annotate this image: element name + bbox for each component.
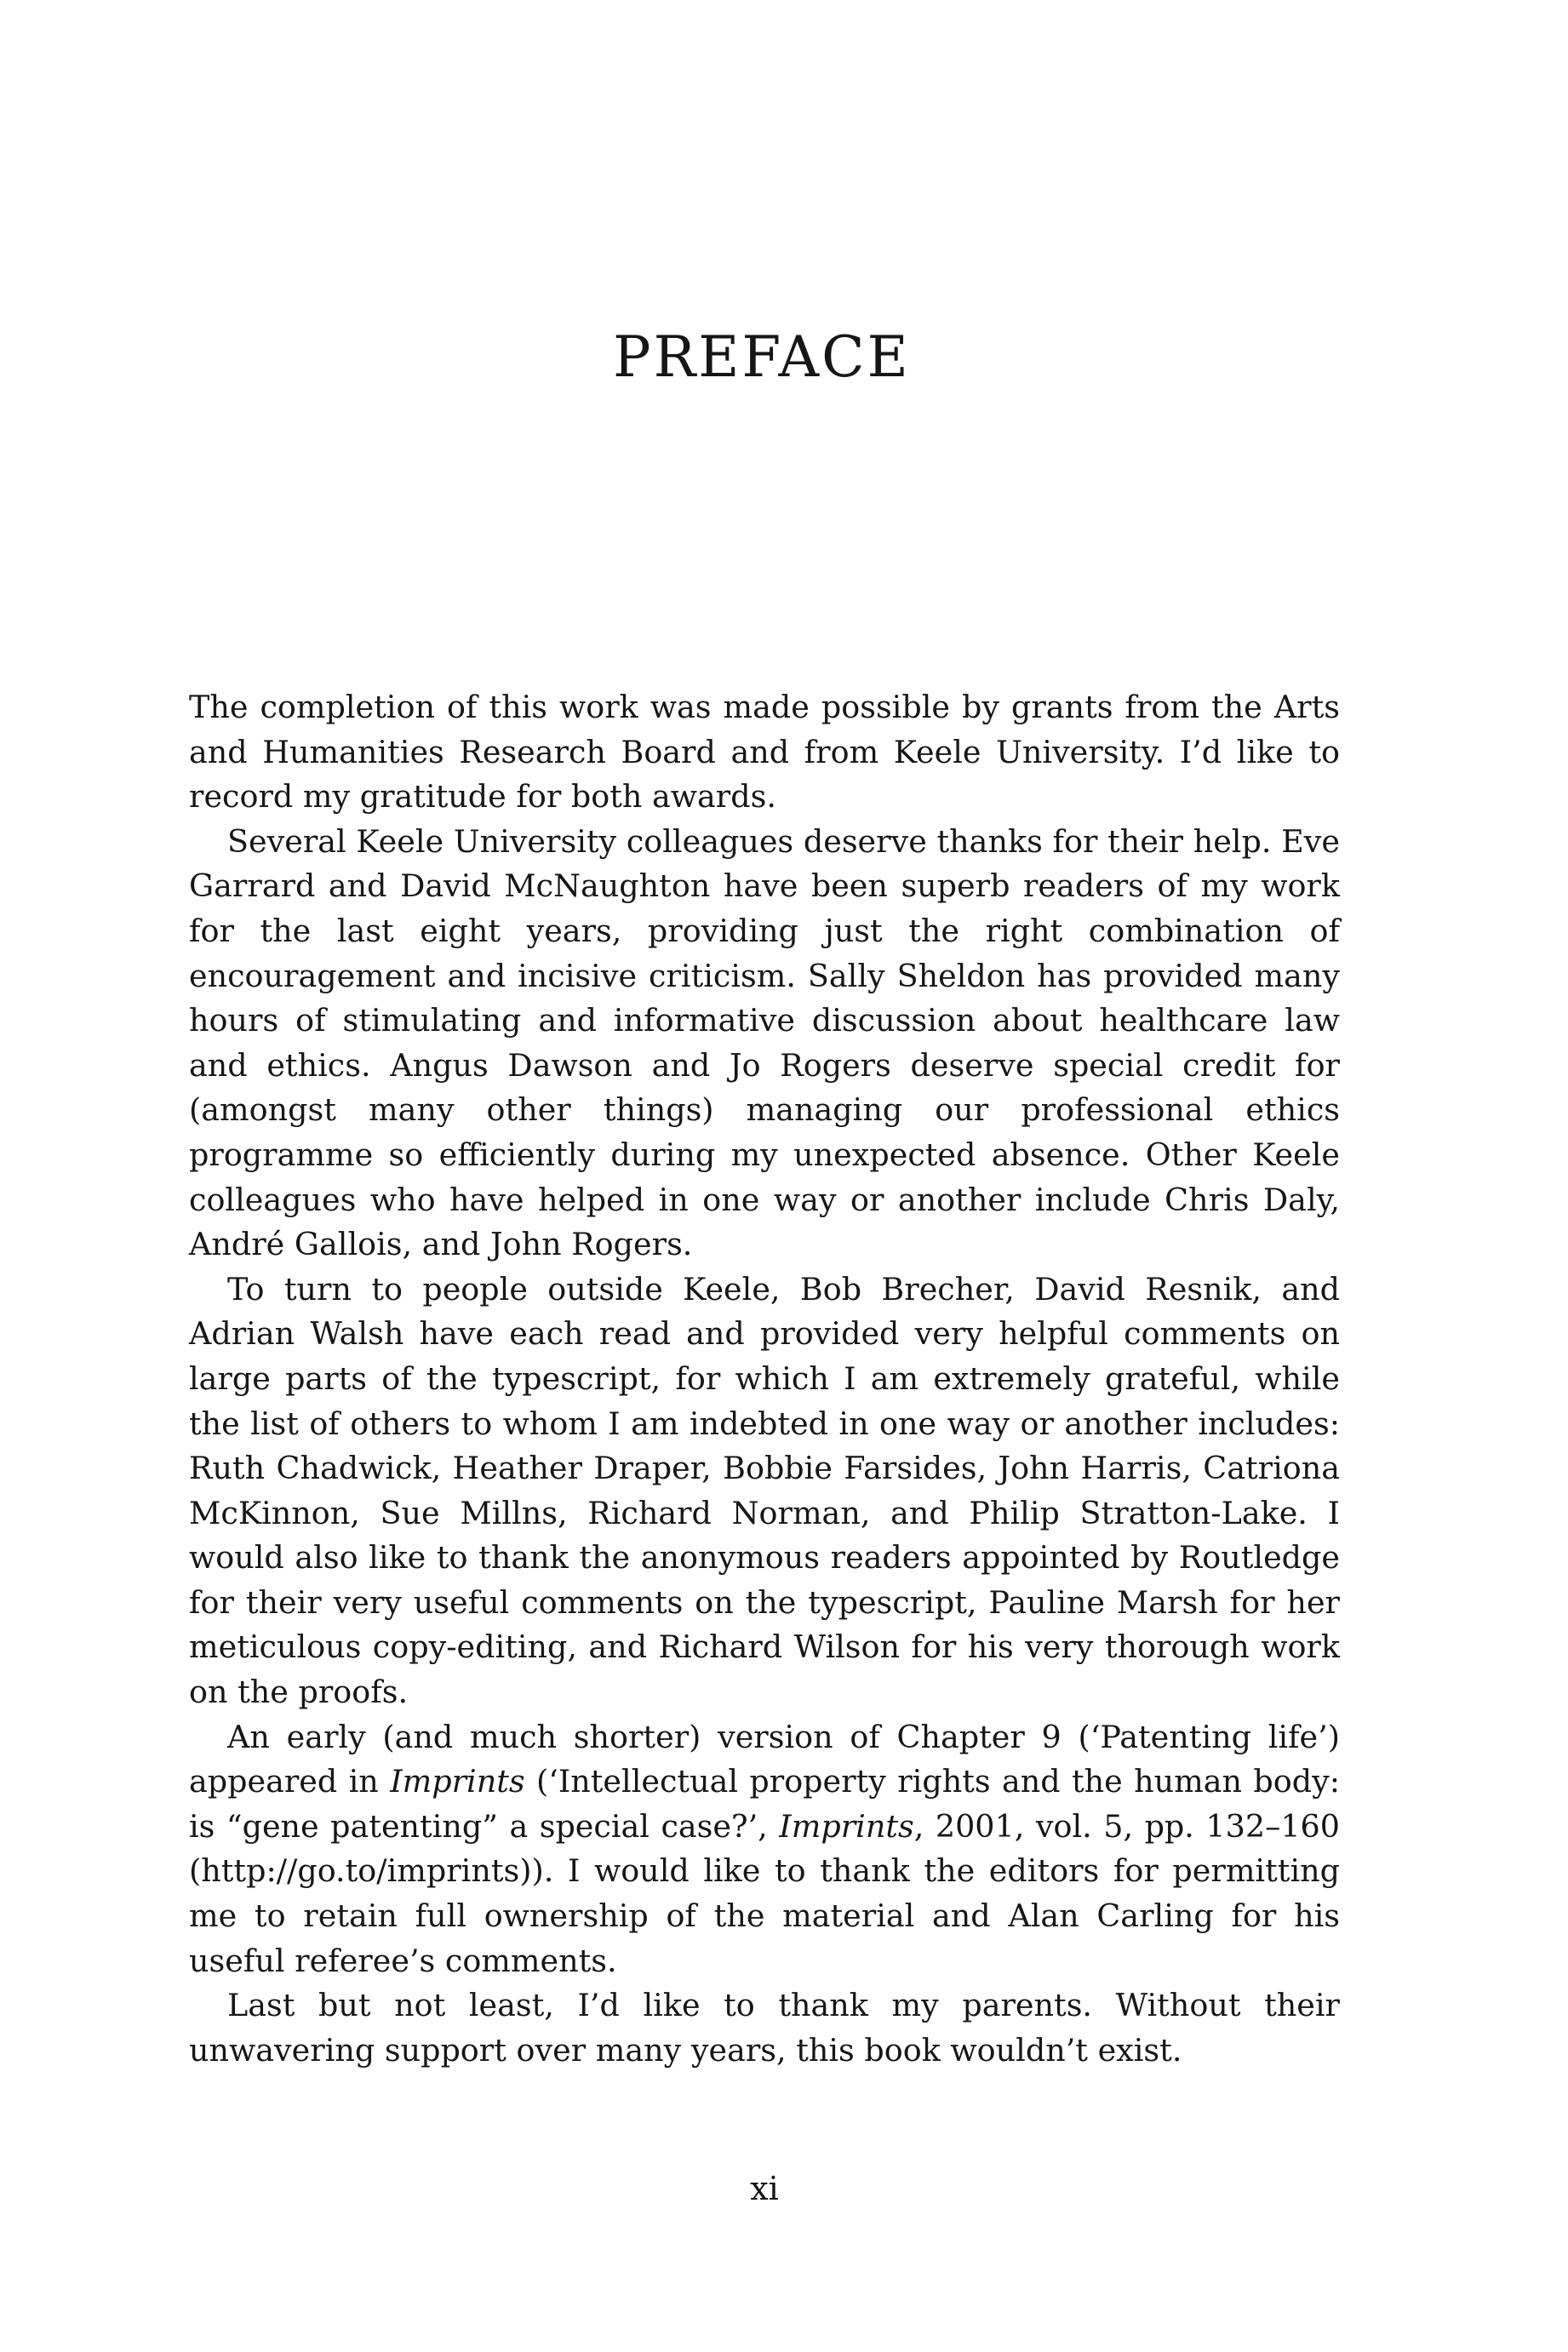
earlier-version-text-3: , 2001, vol. 5, pp. 132–160 (http://go.to/imprints)). I would like to thank the editors for permitting me to retain full ownership of the material and Alan Carling for his useful referee’s comments. [189,1807,1340,1979]
earlier-version-text-2: (‘Intellectual property rights and the human body: is “gene patenting” a special case?’, [189,1763,1341,1845]
earlier-version-text-1: An early (and much shorter) version of Chapter 9 (‘Patenting life’) appeared in [189,1718,1340,1800]
paragraph-funding: The completion of this work was made possible by grants from the Arts and Humanities Research Board and from Keele University. I’d like to record my gratitude for both awards. [189,689,1340,815]
preface-body [189,685,1340,2073]
paragraph-keele-colleagues: Several Keele University colleagues deserve thanks for their help. Eve Garrard and David McNaughton have been superb readers of my work for the last eight years, providing just the right combination of encouragement and incisive criticism. Sally Sheldon has provided many hours of stimulating and informative discussion about healthcare law and ethics. Angus Dawson and Jo Rogers deserve special credit for (amongst many other things) managing our professional ethics programme so efficiently during my unexpected absence. Other Keele colleagues who have helped in one way or another include Chris Daly, André Gallois, and John Rogers. [189,822,1340,1263]
page-number: xi [750,2170,779,2207]
paragraph-earlier-version [189,1715,1340,1984]
paragraph-external-readers: To turn to people outside Keele, Bob Brecher, David Resnik, and Adrian Walsh have each read and provided very helpful comments on large parts of the typescript, for which I am extremely grateful, while the list of others to whom I am indebted in one way or another includes: Ruth Chadwick, Heather Draper, Bobbie Farsides, John Harris, Catriona McKinnon, Sue Millns, Richard Norman, and Philip Stratton-Lake. I would also like to thank the anonymous readers appointed by Routledge for their very useful comments on the typescript, Pauline Marsh for her meticulous copy-editing, and Richard Wilson for his very thorough work on the proofs. [189,1270,1340,1711]
paragraph-parents: Last but not least, I’d like to thank my parents. Without their unwavering support over many years, this book wouldn’t exist. [189,1987,1340,2069]
journal-title-imprints-citation: Imprints [779,1807,914,1845]
journal-title-imprints: Imprints [390,1763,525,1800]
page-title: PREFACE [613,324,911,390]
